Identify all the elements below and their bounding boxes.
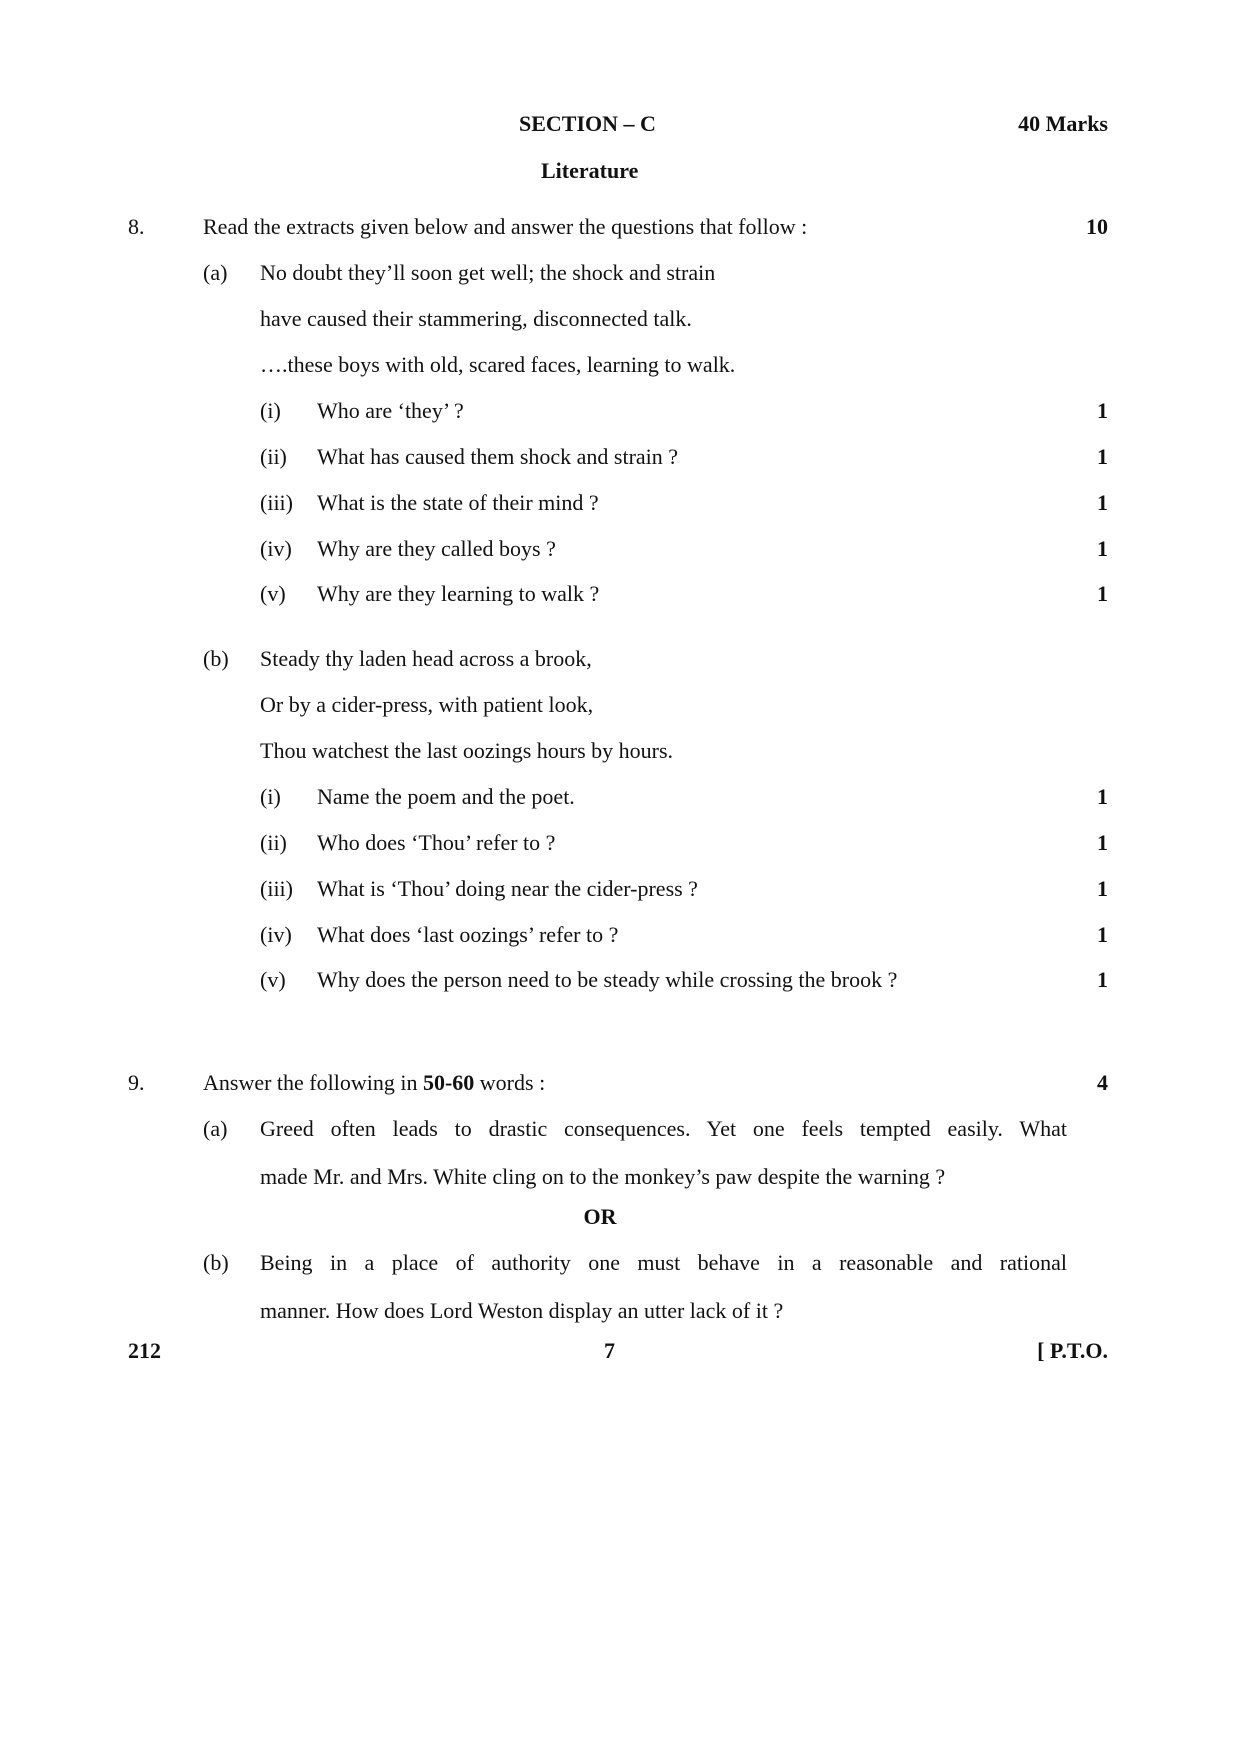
q8-a-subq-num: (ii) [260,444,287,469]
q8-a-extract-line: have caused their stammering, disconnected talk. [260,306,692,331]
q9-a-line: made Mr. and Mrs. White cling on to the monkey’s paw despite the warning ? [260,1164,946,1189]
q8-a-subq-marks: 1 [1097,398,1108,423]
q8-a-subq-text: What has caused them shock and strain ? [317,444,679,469]
paper-code: 212 [128,1338,161,1363]
q8-a-subq-num: (v) [260,581,286,606]
section-marks: 40 Marks [1018,111,1108,136]
q8-a-extract-line: ….these boys with old, scared faces, learning to walk. [260,352,736,377]
section-title: SECTION – C [519,111,656,136]
question-9-marks: 4 [1097,1070,1108,1095]
q8-b-subq-text: Why does the person need to be steady while crossing the brook ? [317,967,898,992]
q9-b-text [260,1239,1067,1335]
q8-a-subq-text: Who are ‘they’ ? [317,398,464,423]
q8-b-subq-num: (iii) [260,876,293,901]
q8-b-subq-text: What is ‘Thou’ doing near the cider-press ? [317,876,698,901]
q8-b-subq-num: (i) [260,784,281,809]
section-subtitle: Literature [541,158,639,183]
question-number-9: 9. [128,1070,145,1095]
q8-a-subq-marks: 1 [1097,490,1108,515]
question-number-8: 8. [128,214,145,239]
question-9-word-limit: 50-60 [422,1070,475,1095]
q8-b-extract-line: Or by a cider-press, with patient look, [260,692,594,717]
q8-b-subq-marks: 1 [1097,922,1108,947]
q9-b-line: manner. How does Lord Weston display an utter lack of it ? [260,1298,784,1323]
q8-b-subq-marks: 1 [1097,876,1108,901]
q8-b-subq-marks: 1 [1097,830,1108,855]
q8-a-subq-text: Why are they called boys ? [317,536,556,561]
q9-a-label: (a) [203,1116,228,1141]
q8-a-subq-marks: 1 [1097,581,1108,606]
q8-b-subq-text: Name the poem and the poet. [317,784,575,809]
question-9-instruction [203,1072,545,1094]
question-8-marks: 10 [1086,214,1108,239]
q9-b-line: Being in a place of authority one must behave in a reasonable and rational [260,1250,1067,1275]
q9-b-label: (b) [203,1250,229,1275]
please-turn-over: [ P.T.O. [1037,1338,1108,1363]
q8-a-subq-marks: 1 [1097,444,1108,469]
q8-a-subq-num: (i) [260,398,281,423]
q8-a-subq-marks: 1 [1097,536,1108,561]
q8-b-subq-num: (ii) [260,830,287,855]
q8-a-label: (a) [203,260,228,285]
q8-b-extract-line: Thou watchest the last oozings hours by hours. [260,738,674,763]
q8-b-subq-text: Who does ‘Thou’ refer to ? [317,830,556,855]
q8-b-subq-marks: 1 [1097,967,1108,992]
q8-a-extract-line: No doubt they’ll soon get well; the shock and strain [260,260,716,285]
question-9-instruction-pre: Answer the following in [203,1070,423,1095]
q9-a-text [260,1105,1067,1201]
q8-b-subq-num: (iv) [260,922,292,947]
q8-a-subq-text: Why are they learning to walk ? [317,581,600,606]
question-9-instruction-post: words : [474,1070,546,1095]
question-8-instruction: Read the extracts given below and answer the questions that follow : [203,214,808,239]
or-divider: OR [583,1204,617,1229]
q8-b-subq-marks: 1 [1097,784,1108,809]
q8-b-subq-num: (v) [260,967,286,992]
page-number: 7 [604,1338,615,1363]
q8-a-subq-text: What is the state of their mind ? [317,490,599,515]
q8-a-subq-num: (iv) [260,536,292,561]
q8-b-extract-line: Steady thy laden head across a brook, [260,646,592,671]
q9-a-line: Greed often leads to drastic consequences. Yet one feels tempted easily. What [260,1116,1067,1141]
q8-b-label: (b) [203,646,229,671]
q8-a-subq-num: (iii) [260,490,293,515]
q8-b-subq-text: What does ‘last oozings’ refer to ? [317,922,619,947]
